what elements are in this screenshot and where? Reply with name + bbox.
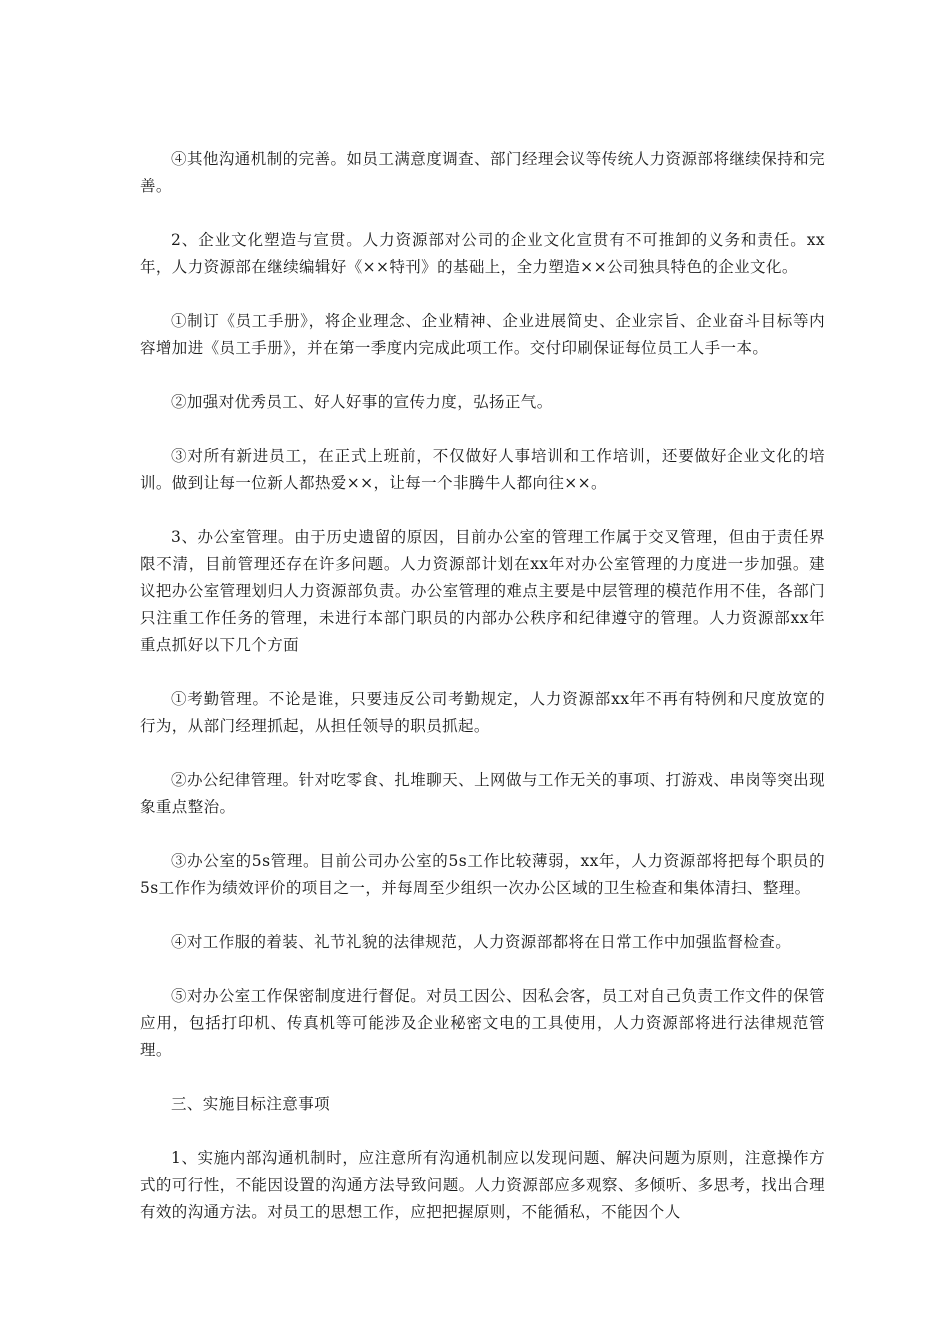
- section-heading-notes: 三、实施目标注意事项: [171, 1095, 331, 1113]
- paragraph-attendance: ①考勤管理。不论是谁，只要违反公司考勤规定，人力资源部xx年不再有特例和尺度放宽的行为，从部门经理抓起，从担任领导的职员抓起。: [140, 690, 825, 735]
- paragraph-publicity: ②加强对优秀员工、好人好事的宣传力度，弘扬正气。: [171, 393, 553, 411]
- paragraph-dress-etiquette: ④对工作服的着装、礼节礼貌的法律规范，人力资源部都将在日常工作中加强监督检查。: [171, 933, 792, 951]
- paragraph-office-discipline: ②办公纪律管理。针对吃零食、扎堆聊天、上网做与工作无关的事项、打游戏、串岗等突出现象重点整治。: [140, 771, 825, 816]
- paragraph-office-management: 3、办公室管理。由于历史遗留的原因，目前办公室的管理工作属于交叉管理，但由于责任界限不清，目前管理还存在许多问题。人力资源部计划在xx年对办公室管理的力度进一步加强。建议把办公室管理划归人力资源部负责。办公室管理的难点主要是中层管理的模范作用不佳，各部门只注重工作任务的管理，未进行本部门职员的内部办公秩序和纪律遵守的管理。人力资源部xx年重点抓好以下几个方面: [140, 528, 825, 654]
- paragraph-new-employee-training: ③对所有新进员工，在正式上班前，不仅做好人事培训和工作培训，还要做好企业文化的培训。做到让每一位新人都热爱××，让每一个非腾牛人都向往××。: [140, 447, 825, 492]
- paragraph-communication-other: ④其他沟通机制的完善。如员工满意度调查、部门经理会议等传统人力资源部将继续保持和完善。: [140, 150, 825, 195]
- paragraph-confidentiality: ⑤对办公室工作保密制度进行督促。对员工因公、因私会客，员工对自己负责工作文件的保管应用，包括打印机、传真机等可能涉及企业秘密文电的工具使用，人力资源部将进行法律规范管理。: [140, 987, 825, 1059]
- paragraph-culture-building: 2、企业文化塑造与宣贯。人力资源部对公司的企业文化宣贯有不可推卸的义务和责任。xx年，人力资源部在继续编辑好《××特刊》的基础上，全力塑造××公司独具特色的企业文化。: [140, 231, 825, 276]
- paragraph-5s-management: ③办公室的5s管理。目前公司办公室的5s工作比较薄弱，xx年，人力资源部将把每个职员的5s工作作为绩效评价的项目之一，并每周至少组织一次办公区域的卫生检查和集体清扫、整理。: [140, 852, 825, 897]
- paragraph-employee-handbook: ①制订《员工手册》，将企业理念、企业精神、企业进展简史、企业宗旨、企业奋斗目标等内容增加进《员工手册》，并在第一季度内完成此项工作。交付印刷保证每位员工人手一本。: [140, 312, 825, 357]
- paragraph-communication-notes: 1、实施内部沟通机制时，应注意所有沟通机制应以发现问题、解决问题为原则，注意操作方式的可行性，不能因设置的沟通方法导致问题。人力资源部应多观察、多倾听、多思考，找出合理有效的沟通方法。对员工的思想工作，应把把握原则，不能循私，不能因个人: [140, 1149, 825, 1221]
- document-body: [140, 146, 825, 1253]
